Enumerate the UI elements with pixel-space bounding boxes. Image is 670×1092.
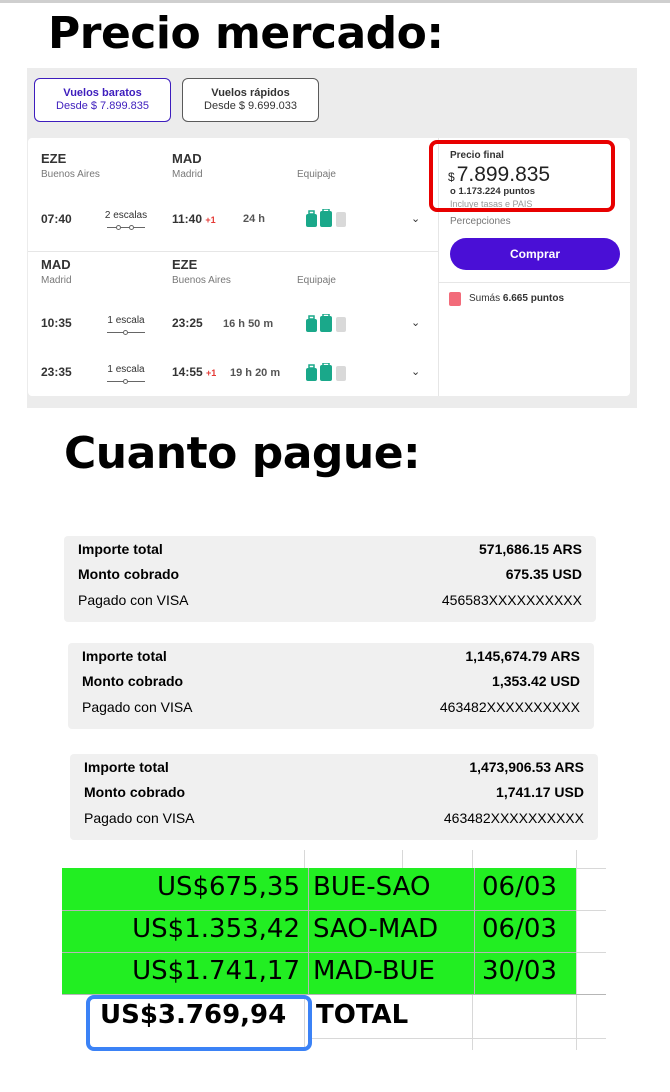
arrive-time: 23:25 [172, 316, 203, 330]
grid-line [576, 868, 606, 869]
plus-days: +1 [205, 215, 216, 225]
sheet-route-cell[interactable]: BUE-SAO [313, 872, 431, 902]
earn-prefix: Sumás [469, 293, 501, 304]
depart-time: 07:40 [41, 212, 72, 226]
heading-market-price: Precio mercado: [48, 8, 444, 59]
arrive-time-value: 11:40 [172, 212, 203, 226]
stops-line [107, 227, 145, 228]
buy-button[interactable]: Comprar [450, 238, 620, 270]
stops-label: 1 escala [107, 364, 145, 375]
sheet-route-cell[interactable]: SAO-MAD [313, 914, 439, 944]
chevron-down-icon[interactable]: ⌄ [411, 366, 421, 378]
sheet-date-cell[interactable]: 30/03 [482, 956, 557, 986]
arrive-time [172, 365, 216, 379]
duration: 24 h [243, 213, 266, 225]
grid-line [576, 952, 606, 953]
total-value: 1,145,674.79 ARS [465, 648, 580, 664]
sheet-total-label[interactable]: TOTAL [316, 1000, 409, 1030]
paid-with-label: Pagado con VISA [84, 810, 195, 826]
payment-receipt [64, 536, 596, 622]
duration: 19 h 20 m [230, 367, 281, 379]
points-icon [449, 292, 461, 306]
inbound-origin-city: Madrid [41, 275, 72, 286]
grid-line [402, 850, 403, 870]
luggage-icon [306, 363, 352, 381]
perceptions-label: Percepciones [450, 216, 511, 227]
tab-cheap-subtitle: Desde $ 7.899.835 [56, 100, 149, 112]
tab-fast-title: Vuelos rápidos [211, 87, 290, 99]
total-label: Importe total [84, 759, 169, 775]
inbound-origin-code: MAD [41, 257, 71, 272]
final-price-value: 7.899.835 [456, 163, 551, 186]
outbound-dest-city: Madrid [172, 169, 203, 180]
depart-time: 10:35 [41, 316, 72, 330]
luggage-icon [306, 209, 352, 227]
panel-divider [439, 282, 630, 283]
grid-line [474, 868, 475, 994]
stop-dot [116, 225, 121, 230]
tab-fast-subtitle: Desde $ 9.699.033 [204, 100, 297, 112]
final-price-label: Precio final [450, 150, 504, 161]
charged-value: 1,741.17 USD [496, 784, 584, 800]
chevron-down-icon[interactable]: ⌄ [411, 317, 421, 329]
grid-line [576, 910, 606, 911]
earn-points-row [469, 293, 564, 304]
paid-with-label: Pagado con VISA [82, 699, 193, 715]
card-number: 463482XXXXXXXXXX [443, 810, 584, 826]
top-divider [0, 0, 670, 3]
outbound-origin-code: EZE [41, 151, 67, 166]
card-number: 456583XXXXXXXXXX [441, 592, 582, 608]
sheet-amount-cell[interactable]: US$1.353,42 [132, 914, 300, 944]
tab-fast-flights[interactable] [182, 78, 319, 122]
outbound-baggage-label: Equipaje [297, 169, 336, 180]
total-value: 571,686.15 ARS [479, 541, 582, 557]
sheet-amount-cell[interactable]: US$1.741,17 [132, 956, 300, 986]
grid-line [312, 1038, 606, 1039]
tab-cheap-flights[interactable] [34, 78, 171, 122]
total-label: Importe total [78, 541, 163, 557]
stops-label: 2 escalas [104, 210, 148, 221]
heading-what-i-paid: Cuanto pague: [64, 428, 421, 479]
grid-line [308, 868, 309, 994]
charged-value: 1,353.42 USD [492, 673, 580, 689]
earn-points: 6.665 puntos [502, 293, 565, 304]
charged-label: Monto cobrado [82, 673, 184, 689]
charged-label: Monto cobrado [84, 784, 186, 800]
inbound-dest-code: EZE [172, 257, 198, 272]
luggage-icon [306, 314, 352, 332]
outbound-dest-code: MAD [172, 151, 202, 166]
segment-divider [28, 251, 438, 252]
plus-days: +1 [206, 368, 217, 378]
tab-cheap-title: Vuelos baratos [63, 87, 142, 99]
arrive-time [172, 212, 216, 226]
sheet-date-cell[interactable]: 06/03 [482, 914, 557, 944]
depart-time: 23:35 [41, 365, 72, 379]
stop-dot [123, 330, 128, 335]
sheet-route-cell[interactable]: MAD-BUE [313, 956, 435, 986]
total-highlight-box [86, 995, 312, 1051]
stop-dot [123, 379, 128, 384]
arrive-time-value: 14:55 [172, 365, 203, 379]
taxes-note: Incluye tasas e PAIS [450, 199, 533, 209]
paid-with-label: Pagado con VISA [78, 592, 189, 608]
payment-receipt [68, 643, 594, 729]
charged-value: 675.35 USD [505, 566, 582, 582]
sheet-amount-cell[interactable]: US$675,35 [156, 872, 300, 902]
inbound-baggage-label: Equipaje [297, 275, 336, 286]
stop-dot [129, 225, 134, 230]
duration: 16 h 50 m [223, 318, 274, 330]
currency-symbol: $ [448, 170, 455, 184]
flight-results-widget [27, 68, 637, 408]
total-label: Importe total [82, 648, 167, 664]
charged-label: Monto cobrado [78, 566, 180, 582]
card-number: 463482XXXXXXXXXX [439, 699, 580, 715]
inbound-dest-city: Buenos Aires [172, 275, 231, 286]
chevron-down-icon[interactable]: ⌄ [411, 213, 421, 225]
grid-line [62, 910, 576, 911]
grid-line [62, 952, 576, 953]
stops-label: 1 escala [107, 315, 145, 326]
grid-line [576, 850, 577, 1050]
sheet-total-amount[interactable]: US$3.769,94 [100, 1000, 287, 1030]
payment-receipt [70, 754, 598, 840]
price-in-points: o 1.173.224 puntos [450, 186, 536, 197]
total-value: 1,473,906.53 ARS [469, 759, 584, 775]
price-highlight-box [429, 140, 615, 212]
sheet-date-cell[interactable]: 06/03 [482, 872, 557, 902]
outbound-origin-city: Buenos Aires [41, 169, 100, 180]
